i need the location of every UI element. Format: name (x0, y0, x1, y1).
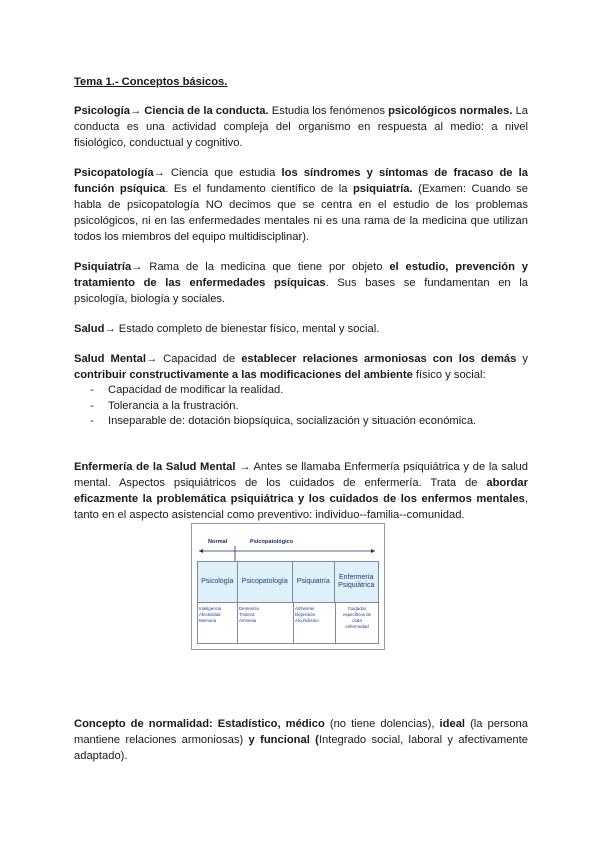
text: . Es el fundamento científico de la (165, 183, 353, 195)
normalidad-section (74, 716, 528, 764)
text: → Capacidad de (145, 353, 242, 365)
list-item: enfermedad (345, 624, 369, 629)
paragraph-psicopatologia (74, 165, 528, 245)
text: Integrado social, laboral y afectivamente adaptado). (74, 734, 528, 762)
column-psiquiatria (294, 603, 336, 643)
list-item: Depresión (295, 612, 316, 617)
label-psicopatologico: Psicopatológico (250, 539, 294, 545)
bold-text: y funcional ( (248, 734, 319, 746)
list-item: cada (352, 618, 362, 623)
page-title: Tema 1.- Conceptos básicos. (74, 76, 228, 88)
label-normal: Normal (208, 539, 228, 545)
salud-mental-list (74, 383, 528, 430)
list-item: - Capacidad de modificar la realidad. (90, 383, 528, 399)
column-psicologia (198, 603, 238, 643)
text: . Sus bases se fundamentan en la psicología, biología y sociales. (74, 277, 528, 305)
list-item: específicos de (342, 612, 372, 617)
text: → Estado completo de bienestar físico, mental y social. (104, 323, 380, 335)
text: (la persona mantiene relaciones armoniosas) (74, 718, 528, 746)
term-salud: Salud (74, 323, 105, 335)
bold-text: contribuir constructivamente a las modificaciones del ambiente (74, 369, 413, 381)
paragraph-salud-mental (74, 351, 528, 383)
list-item: Memoria (199, 618, 217, 623)
diagram-header (192, 524, 384, 561)
text: Estudia los fenómenos (268, 105, 389, 117)
bold-text: abordar eficazmente la problemática psiquiátrica y los cuidados de los enfermos mentales (74, 476, 528, 505)
column-enfermeria (336, 603, 378, 643)
document-page (74, 74, 528, 537)
text: físico y social: (412, 369, 486, 381)
bold-text: el estudio, prevención y tratamiento de las enfermedades psíquicas (74, 261, 528, 289)
bold-text: psicológicos normales. (388, 105, 513, 117)
header-enfermeria: Enfermería Psiquiátrica (338, 574, 375, 589)
term-salud-mental: Salud Mental (74, 353, 146, 365)
header-psicopatologia: Psicopatología (238, 562, 293, 602)
term-psicopatologia: Psicopatología (74, 167, 154, 179)
header-psicologia: Psicología (198, 562, 238, 602)
bold-text: establecer relaciones armoniosas con los demás (241, 353, 517, 365)
list-item: Amnesia (239, 618, 257, 623)
text: La conducta es una actividad compleja del organismo en respuesta al medio: a nivel fisiológico, conductual y cognitivo. (74, 105, 529, 149)
list-item: - Tolerancia a la frustración. (90, 399, 528, 415)
list-item: Inteligencia (199, 606, 222, 611)
diagram-body (197, 603, 379, 644)
list-item: - Inseparable de: dotación biopsíquica, socialización y situación económica. (90, 414, 528, 430)
text: , tanto en el aspecto asistencial como preventivo: individuo--familia--comunidad. (74, 492, 528, 521)
text: → Antes se llamaba Enfermería psiquiátrica y de la salud mental. Aspectos psiquiátricos de los cuidados de enfermería. Trata de (74, 460, 528, 489)
paragraph-psiquiatria (74, 259, 528, 307)
list-item: Alzheimer (295, 606, 315, 611)
arrow-right-head (371, 549, 375, 553)
column-psicopatologia (238, 603, 294, 643)
text: (Examen: Cuando se habla de psicopatología NO decimos que se centra en el estudio de los problemas psicológicos, ni en las enfermedades mentales ni es una rama de la medicina que utilizan todos los miembros del equipo multidisciplinar). (74, 183, 528, 243)
list-item: Afectividad (199, 612, 221, 617)
term-psicologia: Psicología→ Ciencia de la conducta. (74, 105, 269, 117)
list-item: Cuidados (347, 606, 367, 611)
term-normalidad: Concepto de normalidad: Estadístico, médico (74, 718, 325, 730)
term-psiquiatria: Psiquiatría (74, 261, 132, 273)
diagram-header-band (197, 561, 379, 603)
text: → Rama de la medicina que tiene por objeto (131, 261, 390, 273)
bold-text: psiquiatría. (352, 183, 413, 195)
bold-text: ideal (439, 718, 466, 730)
concepts-diagram (191, 523, 385, 650)
paragraph-enfermeria (74, 459, 528, 523)
text: (no tiene dolencias), (324, 718, 440, 730)
text: y (516, 353, 529, 365)
list-item: Alcoholismo (295, 618, 319, 623)
list-item: Demencia (239, 606, 259, 611)
paragraph-salud (74, 321, 528, 337)
bold-text: los síndromes y síntomas de fracaso de la función psíquica (74, 167, 529, 195)
paragraph-psicologia (74, 103, 528, 151)
term-enfermeria: Enfermería de la Salud Mental (74, 460, 236, 473)
header-psiquiatria: Psiquiatría (293, 562, 335, 602)
arrow-left-head (199, 549, 203, 553)
text: → Ciencia que estudia (153, 167, 282, 179)
paragraph-normalidad (74, 716, 528, 764)
arrows-graphic (192, 524, 384, 561)
list-item: Tristeza (239, 612, 255, 617)
